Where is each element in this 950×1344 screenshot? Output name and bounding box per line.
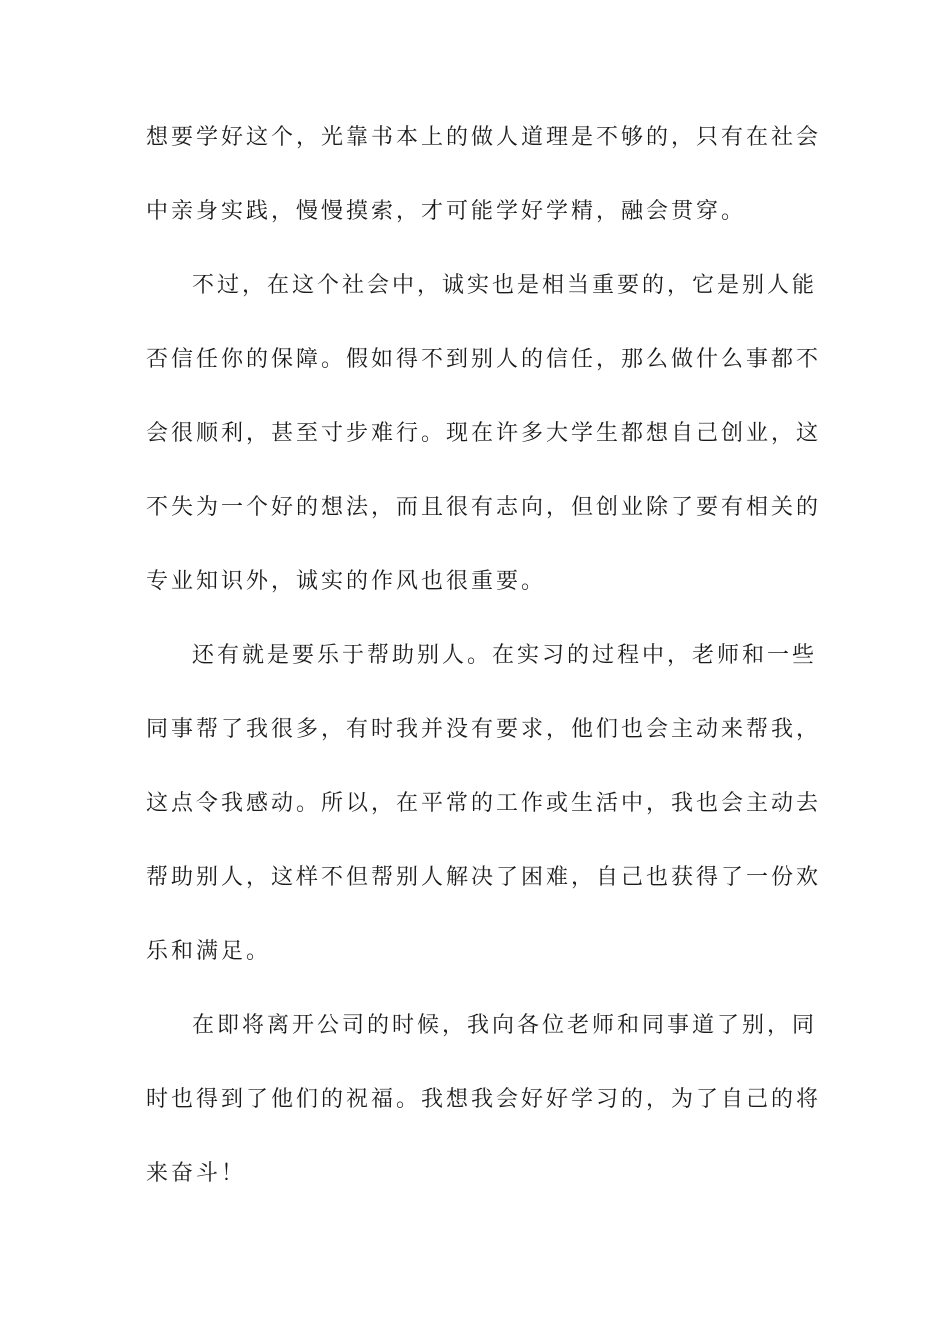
text-line: 想要学好这个，光靠书本上的做人道理是不够的，只有在社会	[146, 125, 822, 150]
text-line: 来奋斗！	[146, 1161, 247, 1186]
text-line: 不失为一个好的想法，而且很有志向，但创业除了要有相关的	[146, 495, 822, 520]
text-line: 专业知识外，诚实的作风也很重要。	[146, 569, 547, 594]
text-line: 中亲身实践，慢慢摸索，才可能学好学精，融会贯穿。	[146, 199, 747, 224]
text-line: 否信任你的保障。假如得不到别人的信任，那么做什么事都不	[146, 347, 822, 372]
text-line: 同事帮了我很多，有时我并没有要求，他们也会主动来帮我，	[146, 717, 822, 742]
text-line: 时也得到了他们的祝福。我想我会好好学习的，为了自己的将	[146, 1087, 822, 1112]
text-line: 帮助别人，这样不但帮别人解决了困难，自己也获得了一份欢	[146, 865, 822, 890]
text-line: 乐和满足。	[146, 939, 272, 964]
text-line: 还有就是要乐于帮助别人。在实习的过程中，老师和一些	[192, 643, 818, 668]
text-line: 这点令我感动。所以，在平常的工作或生活中，我也会主动去	[146, 791, 822, 816]
text-line: 在即将离开公司的时候，我向各位老师和同事道了别，同	[192, 1013, 818, 1038]
text-line: 不过，在这个社会中，诚实也是相当重要的，它是别人能	[192, 273, 818, 298]
text-line: 会很顺利，甚至寸步难行。现在许多大学生都想自己创业，这	[146, 421, 822, 446]
